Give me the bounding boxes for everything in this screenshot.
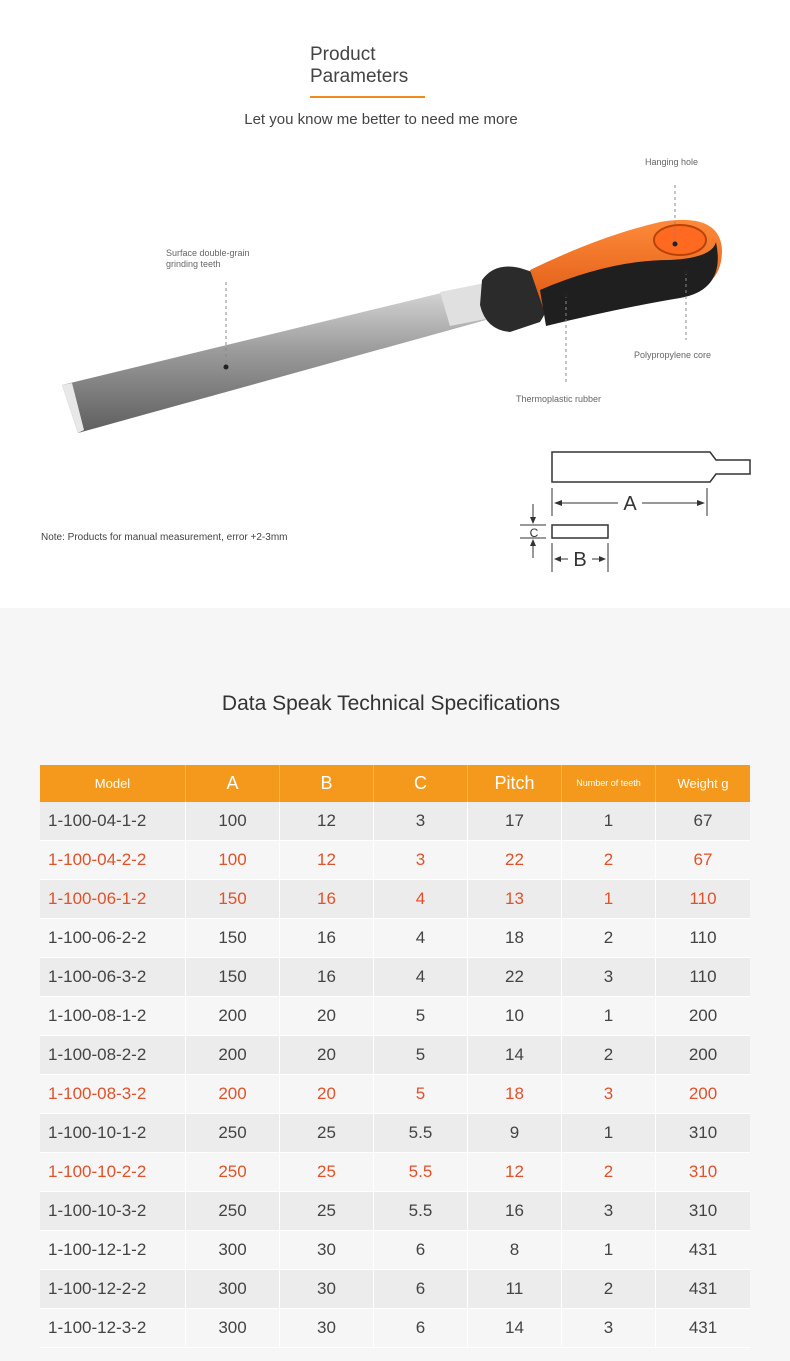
cell-b: 20 bbox=[280, 997, 374, 1036]
cell-b: 20 bbox=[280, 1075, 374, 1114]
cell-teeth: 1 bbox=[562, 802, 656, 841]
cell-pitch: 12 bbox=[468, 1153, 562, 1192]
section-subtitle: Let you know me better to need me more bbox=[244, 111, 518, 128]
cell-c: 3 bbox=[374, 802, 468, 841]
cell-model: 1-100-08-1-2 bbox=[40, 997, 186, 1036]
table-row bbox=[40, 1036, 750, 1075]
cell-teeth: 3 bbox=[562, 1309, 656, 1348]
cell-teeth: 2 bbox=[562, 841, 656, 880]
cell-b: 25 bbox=[280, 1114, 374, 1153]
callout-surface-teeth: Surface double-grain grinding teeth bbox=[166, 248, 250, 269]
cell-c: 6 bbox=[374, 1231, 468, 1270]
dim-label-c: C bbox=[529, 526, 539, 540]
file-blade bbox=[62, 286, 486, 433]
table-row bbox=[40, 1153, 750, 1192]
cell-teeth: 2 bbox=[562, 1153, 656, 1192]
dimension-diagram bbox=[510, 440, 760, 580]
product-parameters-section bbox=[0, 0, 790, 608]
cell-model: 1-100-06-1-2 bbox=[40, 880, 186, 919]
cell-c: 6 bbox=[374, 1270, 468, 1309]
cell-b: 25 bbox=[280, 1153, 374, 1192]
table-row bbox=[40, 880, 750, 919]
cell-c: 4 bbox=[374, 958, 468, 997]
cell-a: 100 bbox=[186, 841, 280, 880]
cell-weight: 431 bbox=[656, 1231, 750, 1270]
specs-table-body bbox=[40, 802, 750, 1348]
header-pitch: Pitch bbox=[468, 765, 562, 802]
cell-weight: 431 bbox=[656, 1270, 750, 1309]
cell-teeth: 2 bbox=[562, 1036, 656, 1075]
cell-weight: 200 bbox=[656, 997, 750, 1036]
cell-weight: 310 bbox=[656, 1114, 750, 1153]
cell-weight: 110 bbox=[656, 958, 750, 997]
cell-b: 16 bbox=[280, 880, 374, 919]
cell-a: 150 bbox=[186, 919, 280, 958]
cell-pitch: 9 bbox=[468, 1114, 562, 1153]
cell-c: 5 bbox=[374, 997, 468, 1036]
cell-a: 250 bbox=[186, 1114, 280, 1153]
header-a: A bbox=[186, 765, 280, 802]
cell-a: 150 bbox=[186, 880, 280, 919]
header-number-of-teeth: Number of teeth bbox=[562, 765, 656, 802]
cell-weight: 110 bbox=[656, 919, 750, 958]
cell-weight: 310 bbox=[656, 1192, 750, 1231]
cell-a: 100 bbox=[186, 802, 280, 841]
cell-c: 4 bbox=[374, 880, 468, 919]
cell-a: 200 bbox=[186, 1075, 280, 1114]
callout-thermoplastic-rubber: Thermoplastic rubber bbox=[516, 394, 602, 404]
table-row bbox=[40, 1192, 750, 1231]
cell-teeth: 1 bbox=[562, 997, 656, 1036]
cell-weight: 200 bbox=[656, 1036, 750, 1075]
table-row bbox=[40, 997, 750, 1036]
cell-pitch: 11 bbox=[468, 1270, 562, 1309]
cell-weight: 431 bbox=[656, 1309, 750, 1348]
cell-model: 1-100-08-2-2 bbox=[40, 1036, 186, 1075]
header-model: Model bbox=[40, 765, 186, 802]
cell-weight: 200 bbox=[656, 1075, 750, 1114]
table-row bbox=[40, 958, 750, 997]
cell-b: 16 bbox=[280, 958, 374, 997]
specs-title: Data Speak Technical Specifications bbox=[221, 692, 561, 715]
cell-a: 200 bbox=[186, 997, 280, 1036]
cell-pitch: 16 bbox=[468, 1192, 562, 1231]
cell-a: 250 bbox=[186, 1192, 280, 1231]
title-line-1: Product bbox=[310, 44, 376, 65]
cell-model: 1-100-04-1-2 bbox=[40, 802, 186, 841]
cell-model: 1-100-06-3-2 bbox=[40, 958, 186, 997]
dim-label-b: B bbox=[573, 549, 587, 571]
cell-c: 5.5 bbox=[374, 1114, 468, 1153]
cell-c: 5 bbox=[374, 1075, 468, 1114]
cell-c: 4 bbox=[374, 919, 468, 958]
header-b: B bbox=[280, 765, 374, 802]
hand-file-illustration bbox=[0, 140, 790, 440]
table-row bbox=[40, 1270, 750, 1309]
cell-teeth: 3 bbox=[562, 1192, 656, 1231]
cell-model: 1-100-10-2-2 bbox=[40, 1153, 186, 1192]
header-weight: Weight g bbox=[656, 765, 750, 802]
cell-a: 300 bbox=[186, 1231, 280, 1270]
specs-table bbox=[40, 765, 750, 1348]
cell-pitch: 17 bbox=[468, 802, 562, 841]
hanging-hole bbox=[654, 225, 706, 255]
cell-c: 6 bbox=[374, 1309, 468, 1348]
cell-b: 16 bbox=[280, 919, 374, 958]
measurement-note: Note: Products for manual measurement, error +2-3mm bbox=[41, 532, 288, 543]
cell-weight: 67 bbox=[656, 802, 750, 841]
table-row bbox=[40, 1075, 750, 1114]
cell-c: 3 bbox=[374, 841, 468, 880]
cell-pitch: 14 bbox=[468, 1309, 562, 1348]
cell-pitch: 10 bbox=[468, 997, 562, 1036]
title-line-2: Parameters bbox=[310, 66, 409, 87]
callout-polypropylene-core: Polypropylene core bbox=[634, 350, 712, 360]
cell-model: 1-100-08-3-2 bbox=[40, 1075, 186, 1114]
table-row bbox=[40, 1309, 750, 1348]
table-row bbox=[40, 1114, 750, 1153]
callout-hanging-hole: Hanging hole bbox=[645, 157, 699, 167]
cell-b: 12 bbox=[280, 841, 374, 880]
cell-teeth: 1 bbox=[562, 1231, 656, 1270]
cell-model: 1-100-12-2-2 bbox=[40, 1270, 186, 1309]
cell-pitch: 18 bbox=[468, 1075, 562, 1114]
header-c: C bbox=[374, 765, 468, 802]
cell-weight: 110 bbox=[656, 880, 750, 919]
cell-model: 1-100-04-2-2 bbox=[40, 841, 186, 880]
cell-teeth: 3 bbox=[562, 958, 656, 997]
cell-pitch: 8 bbox=[468, 1231, 562, 1270]
cell-model: 1-100-10-1-2 bbox=[40, 1114, 186, 1153]
cell-c: 5.5 bbox=[374, 1192, 468, 1231]
cell-model: 1-100-10-3-2 bbox=[40, 1192, 186, 1231]
cell-a: 200 bbox=[186, 1036, 280, 1075]
title-underline bbox=[310, 96, 425, 98]
cell-b: 20 bbox=[280, 1036, 374, 1075]
cell-c: 5 bbox=[374, 1036, 468, 1075]
cell-model: 1-100-12-1-2 bbox=[40, 1231, 186, 1270]
cell-b: 30 bbox=[280, 1270, 374, 1309]
cell-pitch: 22 bbox=[468, 841, 562, 880]
diagram-cross-section bbox=[552, 525, 608, 538]
cell-pitch: 18 bbox=[468, 919, 562, 958]
cell-pitch: 14 bbox=[468, 1036, 562, 1075]
dim-label-a: A bbox=[623, 493, 637, 515]
cell-teeth: 3 bbox=[562, 1075, 656, 1114]
cell-teeth: 2 bbox=[562, 1270, 656, 1309]
cell-b: 25 bbox=[280, 1192, 374, 1231]
cell-model: 1-100-06-2-2 bbox=[40, 919, 186, 958]
technical-specifications-section bbox=[0, 608, 790, 1361]
cell-b: 30 bbox=[280, 1309, 374, 1348]
diagram-side-view bbox=[552, 452, 750, 482]
cell-weight: 310 bbox=[656, 1153, 750, 1192]
section-title bbox=[310, 44, 408, 88]
cell-teeth: 1 bbox=[562, 880, 656, 919]
cell-b: 30 bbox=[280, 1231, 374, 1270]
cell-model: 1-100-12-3-2 bbox=[40, 1309, 186, 1348]
cell-pitch: 22 bbox=[468, 958, 562, 997]
table-row bbox=[40, 1231, 750, 1270]
specs-header-row bbox=[40, 765, 750, 802]
cell-teeth: 2 bbox=[562, 919, 656, 958]
table-row bbox=[40, 841, 750, 880]
table-row bbox=[40, 802, 750, 841]
cell-weight: 67 bbox=[656, 841, 750, 880]
table-row bbox=[40, 919, 750, 958]
cell-teeth: 1 bbox=[562, 1114, 656, 1153]
cell-a: 300 bbox=[186, 1270, 280, 1309]
cell-b: 12 bbox=[280, 802, 374, 841]
cell-a: 150 bbox=[186, 958, 280, 997]
cell-a: 250 bbox=[186, 1153, 280, 1192]
cell-c: 5.5 bbox=[374, 1153, 468, 1192]
cell-a: 300 bbox=[186, 1309, 280, 1348]
cell-pitch: 13 bbox=[468, 880, 562, 919]
